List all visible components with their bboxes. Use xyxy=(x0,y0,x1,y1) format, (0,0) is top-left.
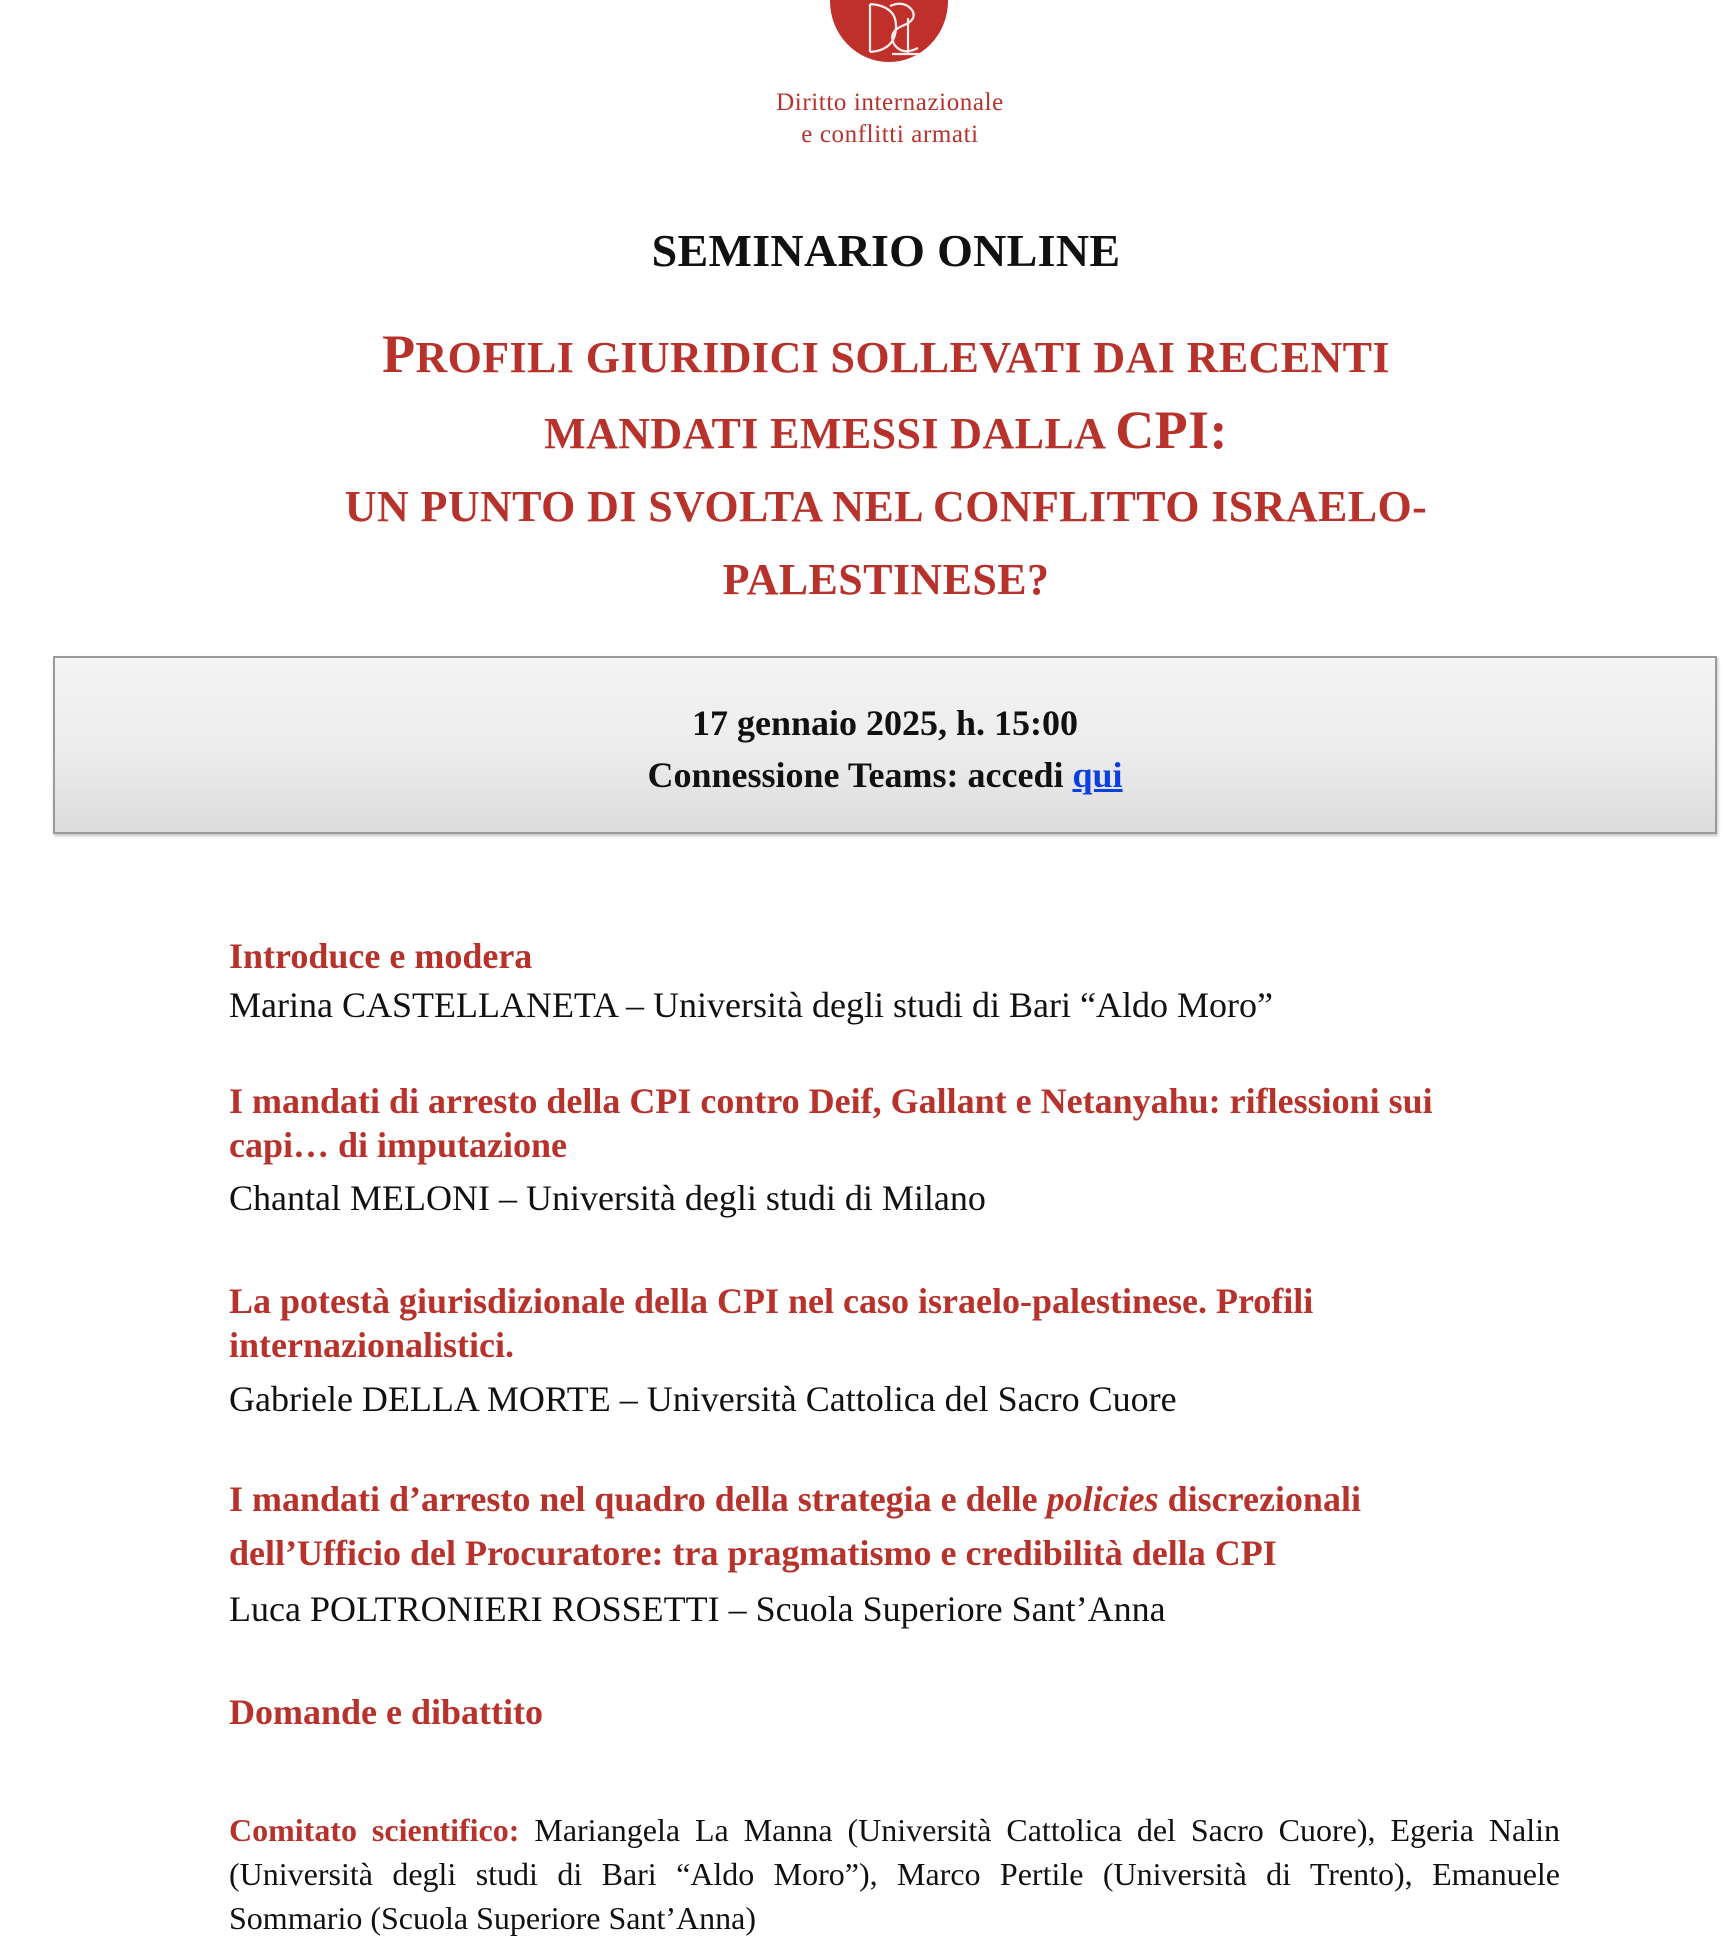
organization-logo xyxy=(0,0,1734,160)
title-text: discrezionali xyxy=(1158,1479,1361,1519)
program-item-title-line1: I mandati di arresto della CPI contro Deif, Gallant e Netanyahu: riflessioni sui xyxy=(229,1081,1433,1121)
program-item-title: Domande e dibattito xyxy=(229,1692,543,1732)
event-connection xyxy=(55,754,1715,796)
title-line-3: UN PUNTO DI SVOLTA NEL CONFLITTO ISRAELO- xyxy=(344,482,1428,531)
committee-label: Comitato scientifico: xyxy=(229,1812,520,1848)
program-item-title-line2: dell’Ufficio del Procuratore: tra pragmatismo e credibilità della CPI xyxy=(229,1533,1277,1573)
title-italic-text: policies xyxy=(1046,1479,1159,1519)
program-item-title: Introduce e modera xyxy=(229,936,533,976)
program-item-speaker: Luca POLTRONIERI ROSSETTI – Scuola Superiore Sant’Anna xyxy=(229,1589,1166,1629)
title-initial: P xyxy=(382,324,416,384)
scientific-committee xyxy=(229,1808,1569,1940)
program-item-speaker: Marina CASTELLANETA – Università degli studi di Bari “Aldo Moro” xyxy=(229,985,1273,1025)
event-info-box xyxy=(53,656,1717,834)
program-item-title-line1: La potestà giurisdizionale della CPI nel caso israelo-palestinese. Profili xyxy=(229,1281,1314,1321)
logo-text-line2: e conflitti armati xyxy=(801,121,979,148)
logo-text-line1: Diritto internazionale xyxy=(776,89,1004,116)
title-line-1 xyxy=(0,318,1734,394)
logo-emblem-icon xyxy=(830,0,948,62)
title-acronym: CPI: xyxy=(1115,400,1228,460)
program-item-speaker: Gabriele DELLA MORTE – Università Cattolica del Sacro Cuore xyxy=(229,1379,1177,1419)
teams-link[interactable]: qui xyxy=(1072,755,1123,795)
title-line-2 xyxy=(0,394,1734,470)
title-line-2-text: MANDATI EMESSI DALLA xyxy=(544,409,1116,458)
connection-text: Connessione Teams: accedi xyxy=(647,755,1073,795)
title-line-1-text: ROFILI GIURIDICI SOLLEVATI DAI RECENTI xyxy=(415,333,1390,382)
title-line-4: PALESTINESE? xyxy=(722,555,1050,604)
committee-members: Mariangela La Manna (Università Cattolica del Sacro Cuore), Egeria Nalin (Università degli studi di Bari “Aldo Moro”), Marco Pertile (Università di Trento), Emanuele Sommario (Scuola Superiore Sant’Anna) xyxy=(229,1812,1569,1936)
seminar-kicker: SEMINARIO ONLINE xyxy=(651,225,1121,276)
seminar-title xyxy=(0,318,1734,616)
program-item-speaker: Chantal MELONI – Università degli studi di Milano xyxy=(229,1178,986,1218)
program-item-title-line1 xyxy=(229,1477,1559,1521)
event-date: 17 gennaio 2025, h. 15:00 xyxy=(691,703,1079,743)
program-item-title-line2: capi… di imputazione xyxy=(229,1125,568,1165)
program-item-title-line2: internazionalistici. xyxy=(229,1325,514,1365)
title-text: I mandati d’arresto nel quadro della strategia e delle xyxy=(229,1479,1047,1519)
